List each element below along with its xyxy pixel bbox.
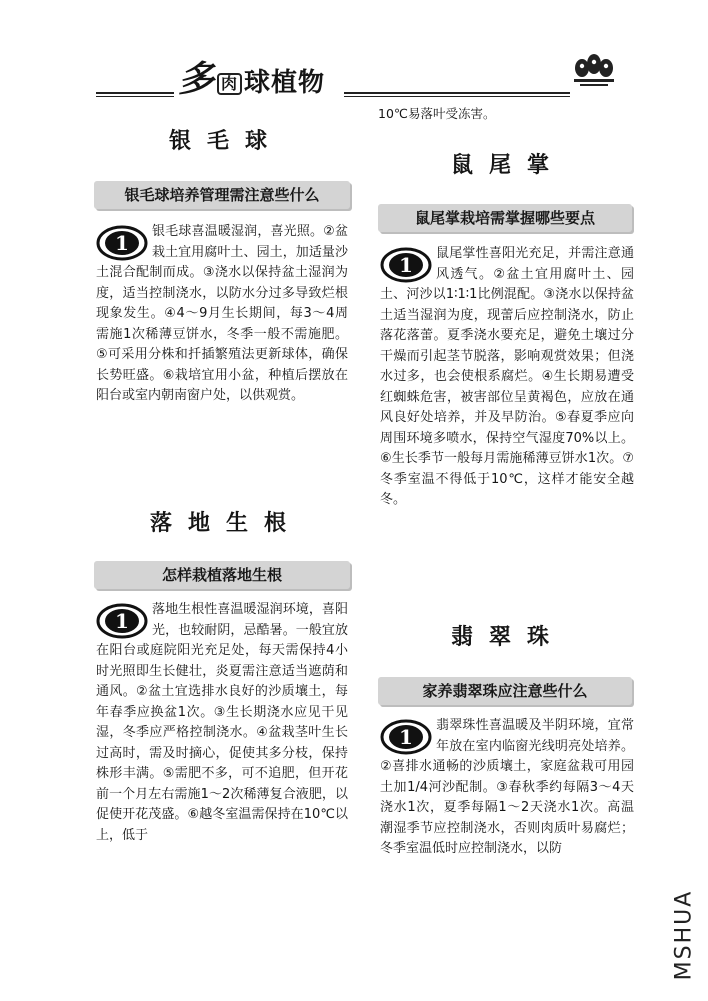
number-one-badge-icon [380, 718, 432, 756]
column-header-title [178, 58, 325, 102]
question-bar-shuweizhang: 鼠尾掌栽培需掌握哪些要点 [378, 204, 632, 232]
answer-text-shuweizhang: 鼠尾掌性喜阳光充足，并需注意通风透气。②盆土宜用腐叶土、园土、河沙以1∶1∶1比例混配。③浇水以保持盆土适当湿润为度，现蕾后应控制浇水，防止落花落蕾。夏季浇水要充足，避免土壤过分干燥而引起茎节脱落，影响观赏效果；但浇水过多，也会使根系腐烂。④生长期易遭受红蜘蛛危害，被害部位呈黄褐色，应放在通风良好处培养，并及早防治。⑤春夏季应向周围环境多喷水，保持空气湿度70%以上。⑥生长季节一般每月需施稀薄豆饼水1次。⑦冬季室温不得低于10℃，这样才能安全越冬。 [380, 246, 634, 507]
section-title-shuweizhang: 鼠尾掌 [450, 153, 565, 178]
header-title-rest: 球植物 [244, 68, 326, 98]
badge-number: 1 [399, 725, 413, 749]
question-bar-feicuizhu: 家养翡翠珠应注意些什么 [378, 677, 632, 705]
flower-logo-icon [570, 52, 618, 92]
number-one-badge-icon [96, 224, 148, 262]
number-one-badge-icon [96, 602, 148, 640]
header-title-big: 多 [178, 59, 216, 100]
badge-number: 1 [399, 253, 413, 277]
question-bar-luodishenggen: 怎样栽植落地生根 [94, 561, 350, 589]
answer-text-yinmaoqiu: 银毛球喜温暖湿润，喜光照。②盆栽土宜用腐叶土、园土，加适量沙土混合配制而成。③浇水以保持盆土湿润为度，适当控制浇水，以防水分过多导致烂根现象发生。④4～9月生长期间，每3～4周需施1次稀薄豆饼水，冬季一般不需施肥。⑤可采用分株和扦插繁殖法更新球体，确保长势旺盛。⑥栽培宜用小盆，种植后摆放在阳台或室内朝南窗户处，以供观赏。 [96, 224, 348, 403]
answer-shuweizhang [380, 244, 634, 511]
answer-text-feicuizhu: 翡翠珠性喜温暖及半阴环境，宜常年放在室内临窗光线明亮处培养。②喜排水通畅的沙质壤土，家庭盆栽可用园土加1/4河沙配制。③春秋季约每隔3～4天浇水1次，夏季每隔1～2天浇水1次。高温潮湿季节应控制浇水，否则肉质叶易腐烂；冬季室温低时应控制浇水，以防 [380, 718, 634, 856]
number-one-badge-icon [380, 246, 432, 284]
section-title-luodishenggen: 落地生根 [149, 511, 302, 536]
header-rule-right [344, 92, 570, 97]
answer-yinmaoqiu [96, 222, 348, 407]
continuation-text: 10℃易落叶受冻害。 [378, 106, 496, 121]
answer-text-luodishenggen: 落地生根性喜温暖湿润环境，喜阳光，也较耐阴，忌酷暑。一般宜放在阳台或庭院阳光充足处，每天需保持4小时光照即生长健壮，炎夏需注意适当遮荫和通风。②盆土宜选排水良好的沙质壤土，每年春季应换盆1次。③生长期浇水应见干见湿，冬季应严格控制浇水。④盆栽茎叶生长过高时，需及时摘心，促使其多分枝，保持株形丰满。⑤需肥不多，可不追肥，但开花前一个月左右需施1～2次稀薄复合液肥，以促使开花茂盛。⑥越冬室温需保持在10℃以上，低于 [96, 602, 348, 843]
watermark [666, 880, 702, 990]
header-title-small: 肉 [217, 73, 242, 95]
watermark-text: MSHUA [671, 889, 697, 981]
answer-luodishenggen [96, 600, 348, 846]
header-rule-left [96, 92, 174, 97]
answer-feicuizhu [380, 716, 634, 860]
question-bar-yinmaoqiu: 银毛球培养管理需注意些什么 [94, 181, 350, 209]
section-title-feicuizhu: 翡翠珠 [450, 625, 565, 650]
badge-number: 1 [115, 231, 129, 255]
badge-number: 1 [115, 609, 129, 633]
section-title-yinmaoqiu: 银毛球 [168, 129, 283, 154]
